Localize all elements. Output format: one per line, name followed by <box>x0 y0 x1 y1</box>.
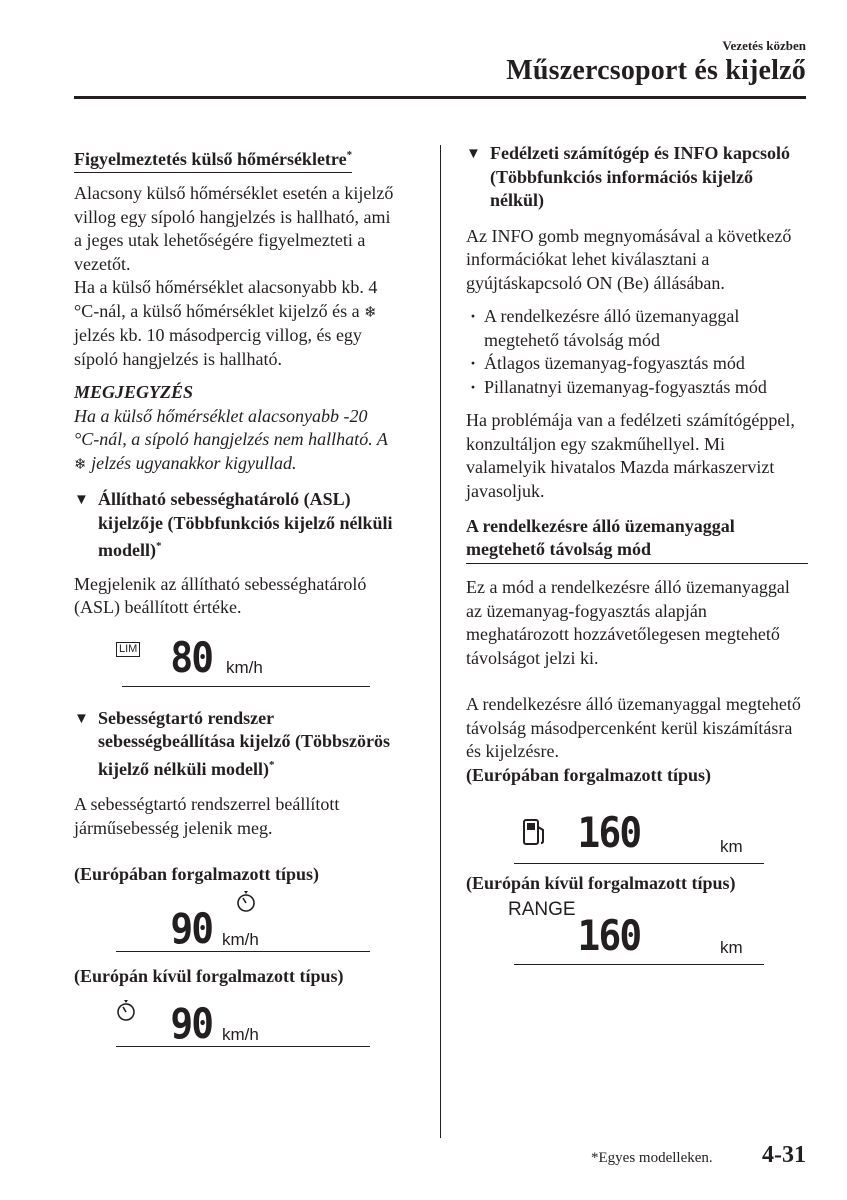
range-heading: A rendelkezésre álló üzemanyaggal megtehető távolság mód <box>466 515 808 564</box>
temp-warning-text-2: Ha a külső hőmérséklet alacsonyabb kb. 4 °C-nál, a külső hőmérséklet kijelző és a ❄ jelzés kb. 10 másodpercig villog, és egy sípoló hangjelzés is hallható. <box>74 277 378 369</box>
list-item: · Pillanatnyi üzemanyag-fogyasztás mód <box>466 376 808 400</box>
cruise-speed-value: 90 <box>170 903 213 953</box>
section-label: Vezetés közben <box>722 38 806 53</box>
asl-heading: ▼ Állítható sebességhatároló (ASL) kijelzője (Többfunkciós kijelző nélküli modell)* <box>74 489 393 560</box>
lim-label: LIM <box>116 642 140 657</box>
asl-unit: km/h <box>226 657 263 677</box>
triangle-bullet-icon: ▼ <box>74 492 89 508</box>
page-number: 4-31 <box>762 1142 806 1168</box>
range-display-eu <box>514 797 764 864</box>
asl-text: Megjelenik az állítható sebességhatároló (ASL) beállított értéke. <box>74 573 367 617</box>
range-value: 160 <box>577 808 641 857</box>
cruise-speed-value: 90 <box>170 999 213 1048</box>
non-eu-label: (Európán kívül forgalmazott típus) <box>74 965 344 986</box>
range-text-1: Ez a mód a rendelkezésre álló üzemanyaggal az üzemanyag-fogyasztás alapján meghatározott hozzávetőlegesen megtehető távolságot jelzi ki. <box>466 577 790 668</box>
range-text-2: A rendelkezésre álló üzemanyaggal megtehető távolság másodpercenként kerül kiszámításra és kijelzésre. <box>466 694 801 761</box>
info-text: Az INFO gomb megnyomásával a következő információkat lehet kiválasztani a gyújtáskapcsoló ON (Be) állásában. <box>466 225 792 293</box>
cruise-heading: ▼ Sebességtartó rendszer sebességbeállítása kijelző (Többszörös kijelző nélküli modell)* <box>74 707 390 779</box>
temp-warning-text: Alacsony külső hőmérséklet esetén a kijelző villog egy sípoló hangjelzés is hallható, ami a jeges utak lehetőségére figyelmezteti a vezetőt. <box>74 183 394 274</box>
range-label: RANGE <box>508 898 576 920</box>
footnote: *Egyes modelleken. <box>591 1150 713 1166</box>
range-unit: km <box>720 837 743 856</box>
cruise-text: A sebességtartó rendszerrel beállított járműsebesség jelenik meg. <box>74 794 340 838</box>
triangle-bullet-icon: ▼ <box>466 146 481 162</box>
cruise-speedometer-icon <box>234 889 258 920</box>
column-divider <box>440 145 441 1138</box>
asl-display <box>119 632 370 687</box>
eu-label: (Európában forgalmazott típus) <box>74 864 320 884</box>
cruise-display-eu <box>116 887 370 952</box>
note-title: MEGJEGYZÉS <box>74 382 194 402</box>
fuel-pump-icon <box>522 817 548 854</box>
range-value: 160 <box>577 910 641 960</box>
temp-warning-heading: Figyelmeztetés külső hőmérsékletre* <box>74 144 352 173</box>
header-rule <box>74 96 806 99</box>
cruise-speed-unit: km/h <box>222 1025 259 1044</box>
info-mode-list <box>466 305 808 399</box>
eu-label: (Európában forgalmazott típus) <box>466 764 712 785</box>
info-help-text: Ha problémája van a fedélzeti számítógéppel, konzultáljon egy szakműhellyel. Mi valamelyik hivatalos Mazda márkaszervizt javasoljuk. <box>466 410 795 501</box>
asl-value: 80 <box>170 632 213 682</box>
list-item: · Átlagos üzemanyag-fogyasztás mód <box>466 352 808 376</box>
cruise-speedometer-icon <box>114 998 138 1029</box>
non-eu-label: (Európán kívül forgalmazott típus) <box>466 873 736 893</box>
info-heading: ▼ Fedélzeti számítógép és INFO kapcsoló (Többfunkciós információs kijelző nélkül) <box>466 143 790 210</box>
triangle-bullet-icon: ▼ <box>74 710 89 727</box>
left-column <box>74 142 396 1047</box>
cruise-speed-unit: km/h <box>222 929 259 949</box>
right-column <box>466 142 808 965</box>
list-item: · A rendelkezésre álló üzemanyaggal megtehető távolság mód <box>466 305 808 352</box>
page-title: Műszercsoport és kijelző <box>506 55 806 86</box>
range-display-non-eu <box>508 898 764 965</box>
snowflake-icon: ❄ <box>74 454 87 473</box>
range-unit: km <box>720 937 743 957</box>
snowflake-icon: ❄ <box>364 302 377 321</box>
note-text: Ha a külső hőmérséklet alacsonyabb -20 °C-nál, a sípoló hangjelzés nem hallható. A ❄ jelzés ugyanakkor kigyullad. <box>74 405 388 473</box>
cruise-display-non-eu <box>116 992 370 1047</box>
